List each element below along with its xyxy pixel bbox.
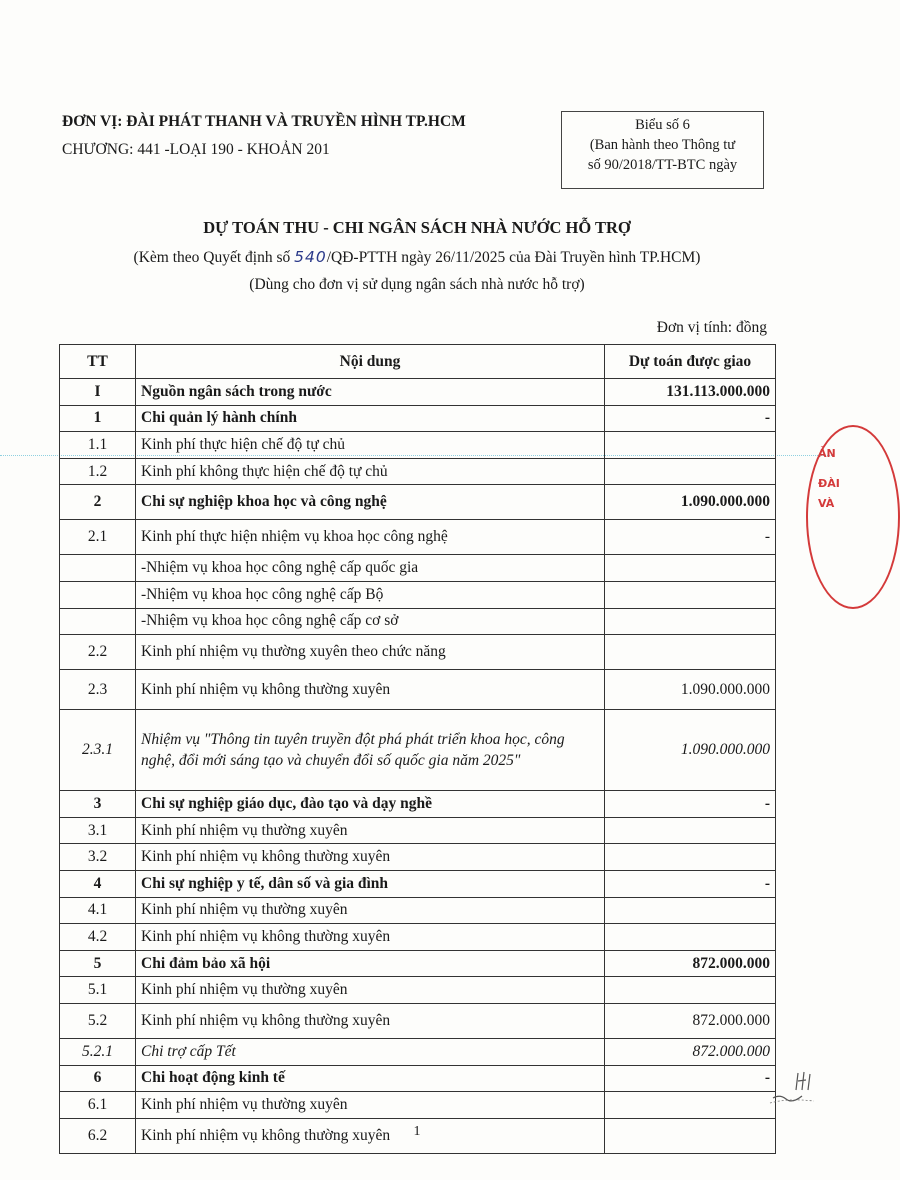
row-amount: - (605, 791, 776, 818)
row-tt: 1.1 (60, 432, 136, 459)
budget-table (59, 344, 776, 1154)
decision-prefix: (Kèm theo Quyết định số (133, 249, 295, 266)
row-amount (605, 432, 776, 459)
unit-name: ĐƠN VỊ: ĐÀI PHÁT THANH VÀ TRUYỀN HÌNH TP.HCM (62, 113, 466, 130)
row-tt (60, 555, 136, 582)
row-amount (605, 817, 776, 844)
header-content: Nội dung (136, 345, 605, 379)
row-content: Kinh phí nhiệm vụ thường xuyên (136, 897, 605, 924)
row-tt: 5.2 (60, 1003, 136, 1038)
row-tt: 2 (60, 485, 136, 520)
row-content: -Nhiệm vụ khoa học công nghệ cấp Bộ (136, 581, 605, 608)
row-amount: 1.090.000.000 (605, 670, 776, 710)
table-row (60, 950, 776, 977)
row-amount (605, 924, 776, 951)
handwritten-initials (768, 1068, 818, 1108)
row-content: Chi quản lý hành chính (136, 405, 605, 432)
unit-header (62, 108, 466, 164)
form-issued-by: (Ban hành theo Thông tư (589, 137, 736, 153)
table-row (60, 520, 776, 555)
row-amount (605, 581, 776, 608)
row-amount: 872.000.000 (605, 1003, 776, 1038)
row-amount: 1.090.000.000 (605, 710, 776, 791)
table-row (60, 977, 776, 1004)
row-content: Nguồn ngân sách trong nước (136, 379, 605, 406)
row-tt: 4 (60, 870, 136, 897)
row-tt: 6.2 (60, 1118, 136, 1153)
row-tt: 1.2 (60, 458, 136, 485)
currency-unit-label: Đơn vị tính: đồng (656, 319, 767, 336)
row-content: Kinh phí nhiệm vụ không thường xuyên (136, 844, 605, 871)
row-content: -Nhiệm vụ khoa học công nghệ cấp cơ sở (136, 608, 605, 635)
row-content: Kinh phí thực hiện nhiệm vụ khoa học công nghệ (136, 520, 605, 555)
row-content: Kinh phí nhiệm vụ không thường xuyên (136, 924, 605, 951)
row-amount: 131.113.000.000 (605, 379, 776, 406)
row-content: -Nhiệm vụ khoa học công nghệ cấp quốc gia (136, 555, 605, 582)
table-row (60, 405, 776, 432)
table-row (60, 432, 776, 459)
row-amount (605, 977, 776, 1004)
row-content: Kinh phí thực hiện chế độ tự chủ (136, 432, 605, 459)
red-seal-stamp (806, 425, 900, 609)
table-row (60, 710, 776, 791)
page-number: 1 (413, 1124, 421, 1139)
document-title: DỰ TOÁN THU - CHI NGÂN SÁCH NHÀ NƯỚC HỖ TRỢ (203, 218, 631, 237)
table-row (60, 817, 776, 844)
row-tt (60, 581, 136, 608)
row-tt: 6.1 (60, 1092, 136, 1119)
table-row (60, 379, 776, 406)
row-amount: - (605, 520, 776, 555)
decision-reference (0, 248, 834, 267)
row-tt: 2.1 (60, 520, 136, 555)
table-row (60, 670, 776, 710)
table-row (60, 791, 776, 818)
row-amount (605, 897, 776, 924)
usage-note: (Dùng cho đơn vị sử dụng ngân sách nhà nước hỗ trợ) (249, 276, 585, 293)
row-content: Nhiệm vụ "Thông tin tuyên truyền đột phá phát triển khoa học, công nghệ, đổi mới sáng tạo và chuyển đổi số quốc gia năm 2025" (136, 710, 605, 791)
row-tt: 5.2.1 (60, 1038, 136, 1065)
row-amount: 872.000.000 (605, 950, 776, 977)
stamp-text-3: VÀ (818, 497, 835, 510)
row-tt: 3.1 (60, 817, 136, 844)
row-tt: 4.1 (60, 897, 136, 924)
row-tt: 1 (60, 405, 136, 432)
row-amount: - (605, 870, 776, 897)
row-amount: 872.000.000 (605, 1038, 776, 1065)
table-body (60, 379, 776, 1154)
row-tt (60, 608, 136, 635)
row-tt: 5 (60, 950, 136, 977)
row-content: Kinh phí nhiệm vụ không thường xuyên (136, 1118, 605, 1153)
table-header-row (60, 345, 776, 379)
row-content: Kinh phí nhiệm vụ không thường xuyên (136, 670, 605, 710)
row-content: Chi đảm bảo xã hội (136, 950, 605, 977)
decision-number-handwritten: 540 (294, 248, 327, 266)
row-tt: 2.3.1 (60, 710, 136, 791)
row-content: Chi sự nghiệp giáo dục, đào tạo và dạy nghề (136, 791, 605, 818)
row-amount (605, 635, 776, 670)
row-tt: 6 (60, 1065, 136, 1092)
row-amount (605, 458, 776, 485)
row-content: Kinh phí nhiệm vụ không thường xuyên (136, 1003, 605, 1038)
table-row (60, 924, 776, 951)
table-row (60, 635, 776, 670)
table-row (60, 608, 776, 635)
row-amount (605, 555, 776, 582)
row-content: Kinh phí nhiệm vụ thường xuyên (136, 977, 605, 1004)
header-tt: TT (60, 345, 136, 379)
row-amount (605, 1092, 776, 1119)
row-tt: 3 (60, 791, 136, 818)
row-amount (605, 608, 776, 635)
row-content: Chi trợ cấp Tết (136, 1038, 605, 1065)
row-content: Kinh phí nhiệm vụ thường xuyên (136, 1092, 605, 1119)
row-amount: - (605, 1065, 776, 1092)
table-row (60, 844, 776, 871)
row-content: Chi hoạt động kinh tế (136, 1065, 605, 1092)
form-reference-box (561, 111, 764, 189)
table-row (60, 1065, 776, 1092)
table-row (60, 870, 776, 897)
table-row (60, 1003, 776, 1038)
table-row (60, 555, 776, 582)
row-tt: 2.3 (60, 670, 136, 710)
table-row (60, 1038, 776, 1065)
row-content: Kinh phí nhiệm vụ thường xuyên (136, 817, 605, 844)
form-number: Biểu số 6 (635, 117, 690, 133)
stamp-text-2: ĐÀI (818, 477, 840, 490)
decision-suffix: /QĐ-PTTH ngày 26/11/2025 của Đài Truyền hình TP.HCM) (326, 249, 701, 266)
row-tt: 5.1 (60, 977, 136, 1004)
row-amount (605, 844, 776, 871)
row-content: Kinh phí không thực hiện chế độ tự chủ (136, 458, 605, 485)
row-tt: I (60, 379, 136, 406)
row-content: Chi sự nghiệp y tế, dân số và gia đình (136, 870, 605, 897)
row-content: Kinh phí nhiệm vụ thường xuyên theo chức năng (136, 635, 605, 670)
table-row (60, 458, 776, 485)
header-amount: Dự toán được giao (605, 345, 776, 379)
stamp-text-1: ẢN (818, 447, 836, 460)
row-content: Chi sự nghiệp khoa học và công nghệ (136, 485, 605, 520)
chapter-line: CHƯƠNG: 441 -LOẠI 190 - KHOẢN 201 (62, 141, 330, 158)
row-tt: 4.2 (60, 924, 136, 951)
table-row (60, 1092, 776, 1119)
table-row (60, 485, 776, 520)
row-amount: 1.090.000.000 (605, 485, 776, 520)
form-circular: số 90/2018/TT-BTC ngày (587, 157, 738, 173)
table-row (60, 897, 776, 924)
table-row (60, 581, 776, 608)
row-tt: 3.2 (60, 844, 136, 871)
row-tt: 2.2 (60, 635, 136, 670)
row-amount: - (605, 405, 776, 432)
